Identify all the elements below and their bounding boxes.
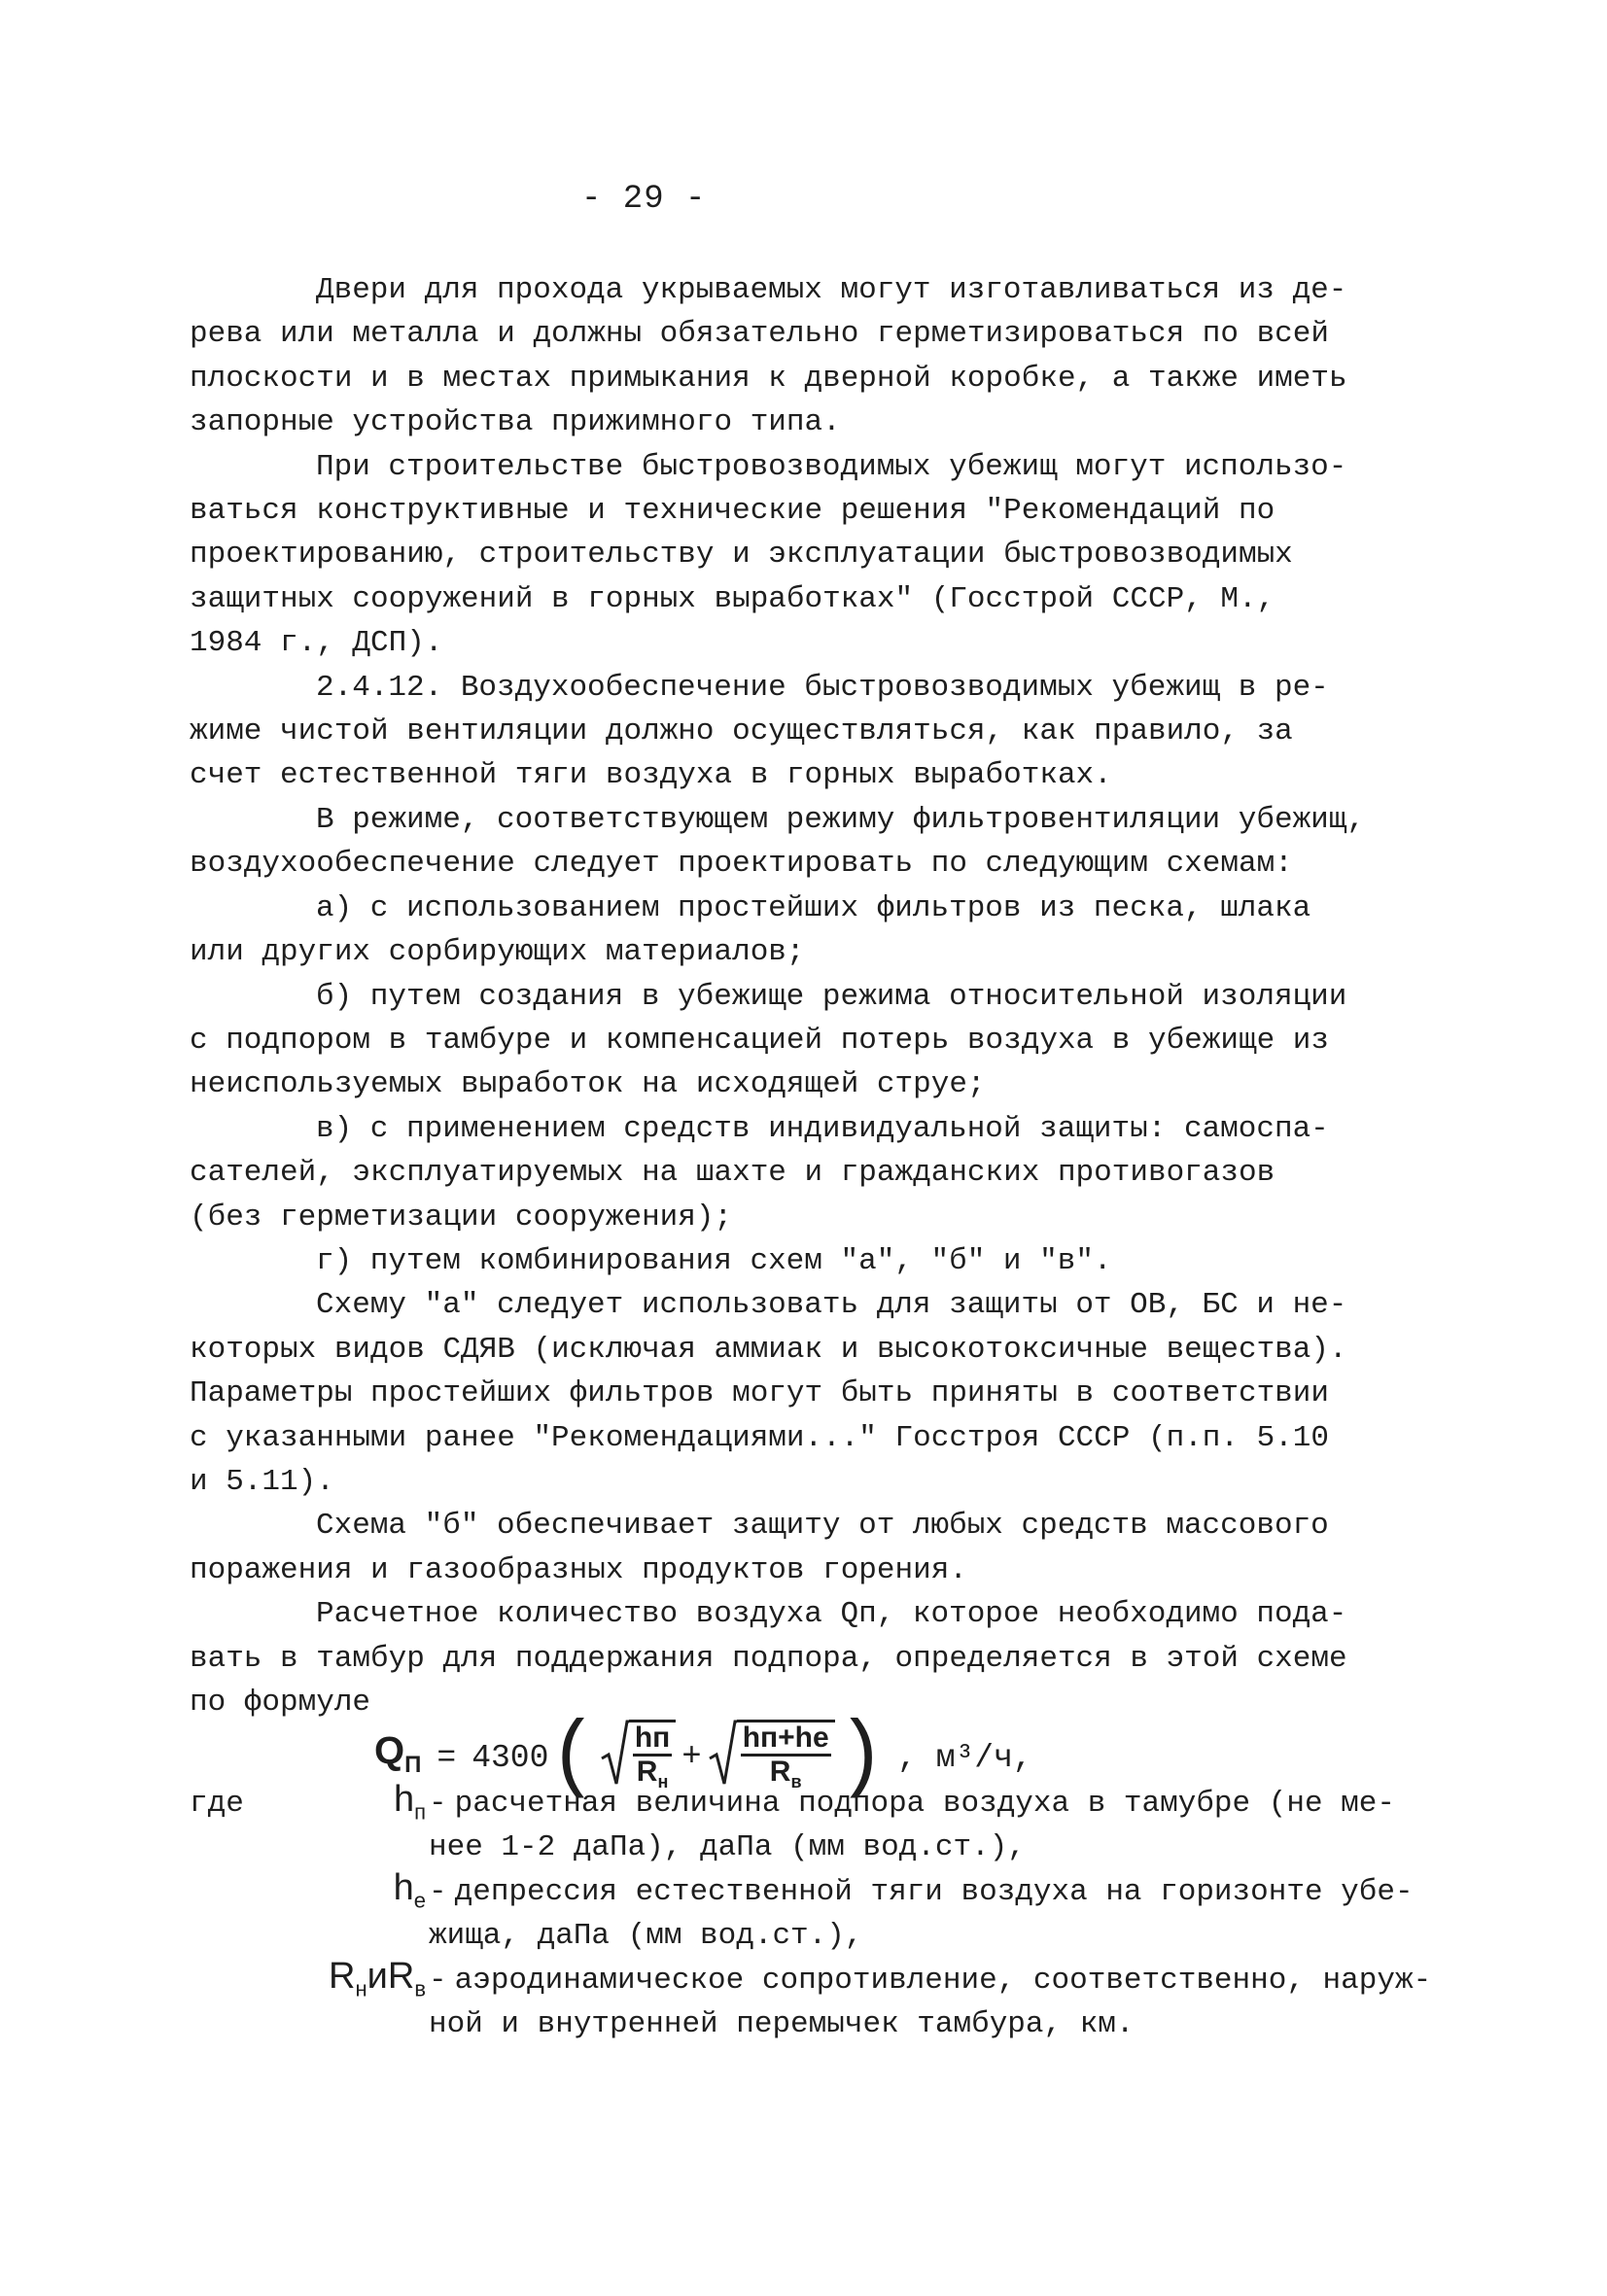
text-line: а) с использованием простейших фильтров из песка, шлака <box>316 890 1311 925</box>
text-line: г) путем комбинирования схем "а", "б" и "в". <box>316 1243 1112 1278</box>
definition-item: $R_ниR_в$ - аэродинамическое сопротивление, соответственно, наруж- ной и внутренней перемычек тамбура, км. <box>190 1959 1400 2047</box>
definition-item: $h_е$ - депрессия естественной тяги воздуха на горизонте убе- жища, даПа (мм вод.ст.), <box>190 1870 1400 1959</box>
text-line: Схема "б" обеспечивает защиту от любых средств массового <box>316 1509 1329 1544</box>
formula-equals: = <box>437 1740 457 1777</box>
text-line: б) путем создания в убежище режима относительной изоляции <box>316 979 1347 1014</box>
where-label: где <box>190 1787 244 1821</box>
formula-fraction-2: $\frac{hп+hе}{R_в}$ <box>737 1720 835 1797</box>
text-line: запорные устройства прижимного типа. <box>190 405 841 440</box>
definition-text: жища, даПа (мм вод.ст.), <box>429 1919 863 1954</box>
text-line: Схему "а" следует использовать для защиты от ОВ, БС и не- <box>316 1288 1347 1323</box>
formula-open-paren: ( <box>548 1709 598 1807</box>
text-line: 1984 г., ДСП). <box>190 626 443 661</box>
formula-lhs: $Q_П$ <box>374 1729 422 1779</box>
definition-text: аэродинамическое сопротивление, соответственно, наруж- <box>454 1963 1432 1998</box>
text-line: рева или металла и должны обязательно герметизироваться по всей <box>190 317 1329 352</box>
text-line: поражения и газообразных продуктов горения. <box>190 1552 967 1587</box>
text-line: Параметры простейших фильтров могут быть приняты в соответствии <box>190 1376 1329 1411</box>
text-line: Двери для прохода укрываемых могут изготавливаться из де- <box>316 273 1347 307</box>
text-line: проектированию, строительству и эксплуатации быстровозводимых <box>190 538 1293 573</box>
text-line: сателей, эксплуатируемых на шахте и гражданских противогазов <box>190 1156 1275 1191</box>
text-line: жиме чистой вентиляции должно осуществляться, как правило, за <box>190 714 1293 749</box>
body-text <box>190 268 1432 2046</box>
radical-sign-icon <box>600 1720 629 1788</box>
text-line: счет естественной тяги воздуха в горных выработках. <box>190 758 1112 793</box>
definition-symbol: $h_е$ <box>393 1866 426 1913</box>
text-line: ваться конструктивные и технические решения "Рекомендаций по <box>190 494 1275 529</box>
page-number: - 29 - <box>581 181 707 218</box>
text-line: или других сорбирующих материалов; <box>190 935 805 970</box>
text-line: вать в тамбур для поддержания подпора, определяется в этой схеме <box>190 1641 1347 1676</box>
definition-text: ной и внутренней перемычек тамбура, км. <box>429 2007 1135 2042</box>
radical-sign-icon <box>708 1720 737 1788</box>
text-line: воздухообеспечение следует проектировать по следующим схемам: <box>190 847 1293 882</box>
text-line: неиспользуемых выработок на исходящей струе; <box>190 1067 986 1102</box>
text-line: В режиме, соответствующем режиму фильтровентиляции убежищ, <box>316 802 1365 837</box>
formula-coefficient: 4300 <box>472 1740 549 1777</box>
definition-item: где $h_п$ - расчетная величина подпора воздуха в тамубре (не ме- нее 1-2 даПа), даПа (мм вод.ст.), <box>190 1782 1400 1870</box>
definitions <box>190 1779 1432 2046</box>
text-line: (без герметизации сооружения); <box>190 1200 733 1235</box>
definition-text: нее 1-2 даПа), даПа (мм вод.ст.), <box>429 1830 1026 1865</box>
text-line: Расчетное количество воздуха Qп, которое необходимо пода- <box>316 1597 1347 1632</box>
text-line: с подпором в тамбуре и компенсацией потерь воздуха в убежище из <box>190 1023 1329 1058</box>
text-line: и 5.11). <box>190 1464 334 1499</box>
definition-text: депрессия естественной тяги воздуха на горизонте убе- <box>454 1874 1414 1909</box>
formula-plus: + <box>681 1739 702 1777</box>
definition-symbol: $h_п$ <box>393 1779 426 1825</box>
text-line: При строительстве быстровозводимых убежищ могут использо- <box>316 449 1347 484</box>
text-line: которых видов СДЯВ (исключая аммиак и высокотоксичные вещества). <box>190 1332 1347 1367</box>
text-line: с указанными ранее "Рекомендациями..." Госстроя СССР (п.п. 5.10 <box>190 1420 1329 1455</box>
formula-unit: , м³/ч, <box>897 1740 1032 1777</box>
text-line: защитных сооружений в горных выработках" (Госстрой СССР, М., <box>190 581 1275 616</box>
formula-intro: по формуле <box>190 1686 371 1720</box>
text-line: 2.4.12. Воздухообеспечение быстровозводимых убежищ в ре- <box>316 670 1329 705</box>
text-line: плоскости и в местах примыкания к дверной коробке, а также иметь <box>190 361 1347 396</box>
paragraph-lines <box>190 268 1400 1681</box>
definition-symbol: $R_ниR_в$ <box>329 1955 426 2001</box>
formula-close-paren: ) <box>836 1709 887 1807</box>
formula-fraction-1: $\frac{hп}{R_н}$ <box>629 1720 676 1797</box>
text-line: в) с применением средств индивидуальной защиты: самоспа- <box>316 1111 1329 1146</box>
definition-text: расчетная величина подпора воздуха в тамубре (не ме- <box>454 1787 1395 1821</box>
